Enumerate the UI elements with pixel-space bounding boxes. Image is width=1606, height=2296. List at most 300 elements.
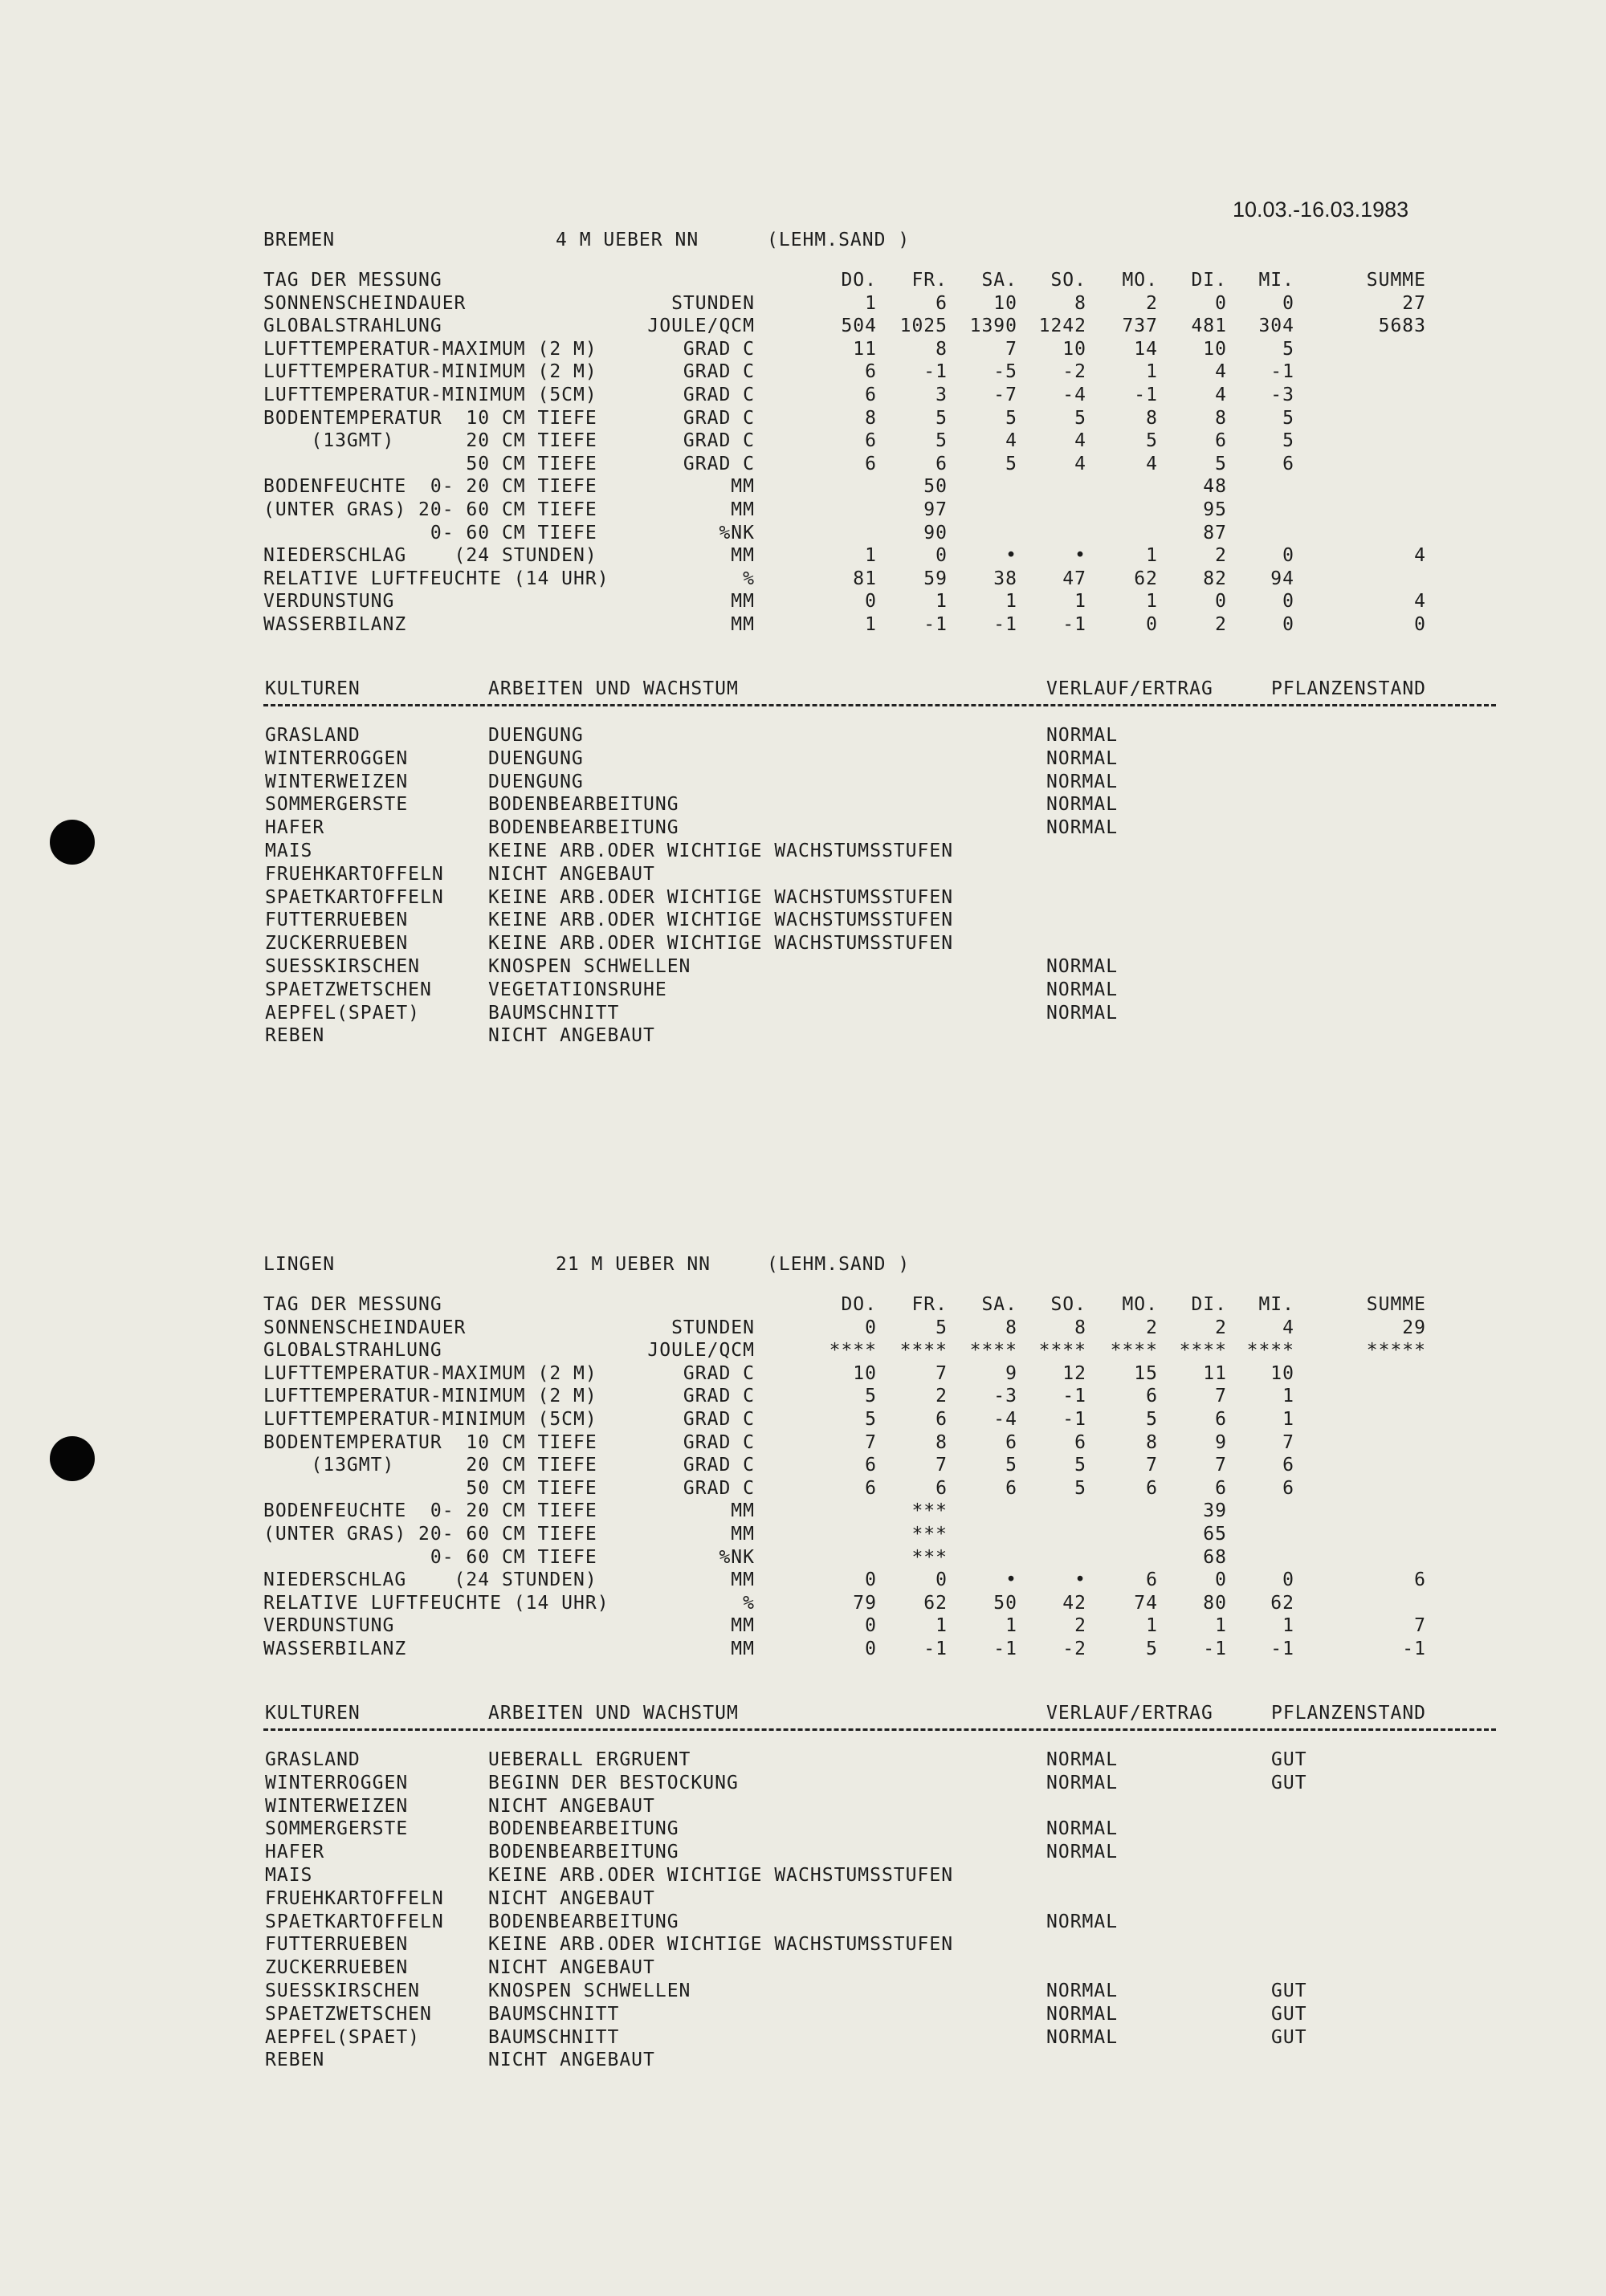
crop-work: BODENBEARBEITUNG xyxy=(488,1818,679,1840)
row-value: 3 xyxy=(935,385,948,405)
row-value: 8 xyxy=(935,1431,948,1453)
row-label: 50 CM TIEFE xyxy=(263,1477,597,1499)
row-unit: % xyxy=(743,1592,755,1614)
row-label: RELATIVE LUFTFEUCHTE (14 UHR) xyxy=(263,568,609,589)
crops-header-course: VERLAUF/ERTRAG xyxy=(1046,1703,1213,1724)
row-value: **** xyxy=(1038,1340,1086,1362)
row-value: 6 xyxy=(935,292,948,314)
row-value: 5 xyxy=(1282,338,1294,360)
day-header: SA. xyxy=(981,270,1017,291)
crop-work: DUENGUNG xyxy=(488,771,584,792)
row-value: 1 xyxy=(1005,1615,1017,1637)
crop-name: SPAETKARTOFFELN xyxy=(265,886,444,908)
row-value: 6 xyxy=(1215,430,1227,452)
row-value: 6 xyxy=(1146,1569,1158,1591)
row-value: 4 xyxy=(1146,453,1158,474)
crop-name: FUTTERRUEBEN xyxy=(265,1934,409,1956)
row-value: 6 xyxy=(865,1477,877,1499)
row-label: LUFTTEMPERATUR-MINIMUM (2 M) xyxy=(263,361,597,383)
row-value: 0 xyxy=(1146,614,1158,635)
crop-state: GUT xyxy=(1271,1772,1307,1793)
row-value: 0 xyxy=(1215,1569,1227,1591)
crops-header-crop: KULTUREN xyxy=(265,678,361,699)
station-name: BREMEN xyxy=(263,230,336,250)
crops-header-state: PFLANZENSTAND xyxy=(1271,1703,1427,1724)
row-value: 0 xyxy=(1282,614,1294,635)
row-unit: GRAD C xyxy=(683,1409,755,1430)
crop-name: WINTERROGGEN xyxy=(265,1772,409,1793)
row-value: 5 xyxy=(865,1409,877,1430)
day-header: DO. xyxy=(841,1294,877,1315)
row-label: 0- 60 CM TIEFE xyxy=(263,522,597,543)
sum-header: SUMME xyxy=(1366,270,1426,291)
crop-work: DUENGUNG xyxy=(488,725,584,746)
row-value: -1 xyxy=(993,1639,1017,1659)
crop-name: HAFER xyxy=(265,817,325,839)
row-value: -1 xyxy=(923,361,948,383)
row-value: 11 xyxy=(1203,1362,1227,1384)
row-sum: 4 xyxy=(1414,545,1426,567)
day-header: MO. xyxy=(1122,1294,1158,1315)
row-label: SONNENSCHEINDAUER xyxy=(263,1317,467,1338)
row-value: 7 xyxy=(1215,1386,1227,1407)
day-header: FR. xyxy=(911,270,948,291)
row-value: 0 xyxy=(1282,292,1294,314)
crops-header-crop: KULTUREN xyxy=(265,1703,361,1724)
day-header: MO. xyxy=(1122,270,1158,291)
row-value: 38 xyxy=(993,568,1017,589)
row-value: 4 xyxy=(1282,1317,1294,1338)
row-value: 6 xyxy=(1282,1477,1294,1499)
crop-state: GUT xyxy=(1271,2003,1307,2025)
crop-course: NORMAL xyxy=(1046,725,1119,746)
row-value: 7 xyxy=(1005,338,1017,360)
row-value: -1 xyxy=(993,614,1017,635)
crop-course: NORMAL xyxy=(1046,979,1119,1000)
row-unit: MM xyxy=(731,499,755,520)
crop-work: UEBERALL ERGRUENT xyxy=(488,1749,691,1770)
day-header: SO. xyxy=(1050,270,1086,291)
row-value: 62 xyxy=(1134,568,1158,589)
row-unit: MM xyxy=(731,591,755,613)
day-header: DI. xyxy=(1191,1294,1227,1315)
row-value: 0 xyxy=(1282,545,1294,567)
crop-state: GUT xyxy=(1271,1981,1307,2001)
row-value: -1 xyxy=(1062,1409,1086,1430)
row-value: 12 xyxy=(1062,1362,1086,1384)
row-value: 11 xyxy=(853,338,877,360)
row-value: 10 xyxy=(993,292,1017,314)
crops-header-course: VERLAUF/ERTRAG xyxy=(1046,678,1213,699)
row-value: 1 xyxy=(935,591,948,613)
row-value: 6 xyxy=(935,1409,948,1430)
crop-course: NORMAL xyxy=(1046,747,1119,769)
crop-name: AEPFEL(SPAET) xyxy=(265,2026,421,2048)
station-elevation: 21 M UEBER NN xyxy=(556,1254,711,1275)
row-unit: GRAD C xyxy=(683,430,755,452)
row-value: 1 xyxy=(935,1615,948,1637)
row-value: 0 xyxy=(1282,591,1294,613)
row-value: **** xyxy=(1110,1340,1158,1362)
row-value: 39 xyxy=(1203,1500,1227,1522)
row-value: 0 xyxy=(865,591,877,613)
crop-name: GRASLAND xyxy=(265,725,361,746)
row-unit: MM xyxy=(731,1524,755,1545)
crop-course: NORMAL xyxy=(1046,2026,1119,2048)
row-value: • xyxy=(1005,1569,1017,1591)
row-value: 0 xyxy=(1215,591,1227,613)
crop-name: SPAETZWETSCHEN xyxy=(265,979,432,1000)
row-value: 4 xyxy=(1005,430,1017,452)
crop-name: SOMMERGERSTE xyxy=(265,1818,409,1840)
row-sum: 0 xyxy=(1414,614,1426,635)
row-sum: 4 xyxy=(1414,591,1426,613)
row-value: 97 xyxy=(923,499,948,520)
row-value: 2 xyxy=(935,1386,948,1407)
row-value: 5 xyxy=(1074,1455,1086,1476)
row-value: -4 xyxy=(1062,385,1086,405)
row-value: 5 xyxy=(1146,430,1158,452)
row-value: 6 xyxy=(1282,453,1294,474)
row-value: 0 xyxy=(865,1639,877,1659)
day-header: SA. xyxy=(981,1294,1017,1315)
row-value: 6 xyxy=(1005,1431,1017,1453)
row-value: 4 xyxy=(1215,385,1227,405)
row-value: -1 xyxy=(923,614,948,635)
crop-name: FUTTERRUEBEN xyxy=(265,910,409,931)
row-value: 737 xyxy=(1122,315,1158,337)
row-value: 5 xyxy=(935,1317,948,1338)
row-value: 5 xyxy=(1074,1477,1086,1499)
row-value: 1 xyxy=(1215,1615,1227,1637)
row-value: 5 xyxy=(1282,430,1294,452)
row-sum: -1 xyxy=(1402,1639,1426,1659)
crop-course: NORMAL xyxy=(1046,794,1119,816)
row-value: 1242 xyxy=(1038,315,1086,337)
row-value: -7 xyxy=(993,385,1017,405)
crop-state: GUT xyxy=(1271,1749,1307,1770)
crop-work: BODENBEARBEITUNG xyxy=(488,1842,679,1863)
row-value: 8 xyxy=(1215,407,1227,429)
row-label: BODENFEUCHTE 0- 20 CM TIEFE xyxy=(263,476,597,498)
crop-name: ZUCKERRUEBEN xyxy=(265,1957,409,1979)
row-value: 68 xyxy=(1203,1546,1227,1568)
row-value: 481 xyxy=(1191,315,1227,337)
crop-course: NORMAL xyxy=(1046,771,1119,792)
day-header: MI. xyxy=(1258,1294,1294,1315)
row-label: BODENTEMPERATUR 10 CM TIEFE xyxy=(263,407,597,429)
row-label: 0- 60 CM TIEFE xyxy=(263,1546,597,1568)
row-value: 65 xyxy=(1203,1524,1227,1545)
row-value: 6 xyxy=(865,430,877,452)
row-value: 80 xyxy=(1203,1592,1227,1614)
row-value: 6 xyxy=(1215,1477,1227,1499)
row-unit: %NK xyxy=(719,1546,755,1568)
row-sum: 27 xyxy=(1402,292,1426,314)
crop-work: DUENGUNG xyxy=(488,747,584,769)
dashed-separator xyxy=(263,704,1496,706)
crop-name: MAIS xyxy=(265,841,313,861)
day-header: SO. xyxy=(1050,1294,1086,1315)
row-value: 1 xyxy=(1146,591,1158,613)
crop-work: NICHT ANGEBAUT xyxy=(488,1957,655,1979)
row-value: 1 xyxy=(1146,361,1158,383)
row-value: 2 xyxy=(1215,1317,1227,1338)
crop-name: SPAETZWETSCHEN xyxy=(265,2003,432,2025)
row-label: WASSERBILANZ xyxy=(263,614,407,635)
punch-hole xyxy=(50,820,95,865)
row-unit: STUNDEN xyxy=(671,292,755,314)
crop-name: MAIS xyxy=(265,1865,313,1886)
row-value: 10 xyxy=(1062,338,1086,360)
row-value: -1 xyxy=(923,1639,948,1659)
row-value: 50 xyxy=(923,476,948,498)
day-header: DO. xyxy=(841,270,877,291)
row-unit: %NK xyxy=(719,522,755,543)
row-value: 1 xyxy=(1146,545,1158,567)
row-value: 0 xyxy=(935,545,948,567)
row-value: *** xyxy=(911,1546,948,1568)
row-value: 6 xyxy=(1282,1455,1294,1476)
row-value: 87 xyxy=(1203,522,1227,543)
row-label: LUFTTEMPERATUR-MINIMUM (2 M) xyxy=(263,1386,597,1407)
row-value: 74 xyxy=(1134,1592,1158,1614)
row-value: -4 xyxy=(993,1409,1017,1430)
row-value: 50 xyxy=(993,1592,1017,1614)
row-value: 59 xyxy=(923,568,948,589)
crop-course: NORMAL xyxy=(1046,817,1119,839)
row-value: 504 xyxy=(841,315,877,337)
day-header: DI. xyxy=(1191,270,1227,291)
row-value: 0 xyxy=(1282,1569,1294,1591)
row-value: **** xyxy=(1179,1340,1227,1362)
row-unit: GRAD C xyxy=(683,361,755,383)
row-unit: GRAD C xyxy=(683,407,755,429)
row-label: BODENFEUCHTE 0- 20 CM TIEFE xyxy=(263,1500,597,1522)
row-value: -2 xyxy=(1062,361,1086,383)
crop-work: NICHT ANGEBAUT xyxy=(488,2050,655,2071)
crop-name: AEPFEL(SPAET) xyxy=(265,1002,421,1024)
row-value: 94 xyxy=(1270,568,1294,589)
crop-work: BAUMSCHNITT xyxy=(488,1002,620,1024)
crop-course: NORMAL xyxy=(1046,1749,1119,1770)
row-label: GLOBALSTRAHLUNG xyxy=(263,315,442,337)
crop-course: NORMAL xyxy=(1046,1772,1119,1793)
row-value: 6 xyxy=(865,385,877,405)
row-value: 5 xyxy=(1146,1639,1158,1659)
crop-state: GUT xyxy=(1271,2026,1307,2048)
row-value: • xyxy=(1074,1569,1086,1591)
row-value: 79 xyxy=(853,1592,877,1614)
crop-work: NICHT ANGEBAUT xyxy=(488,1025,655,1047)
row-value: 0 xyxy=(865,1317,877,1338)
row-label: RELATIVE LUFTFEUCHTE (14 UHR) xyxy=(263,1592,609,1614)
row-unit: JOULE/QCM xyxy=(647,1340,755,1362)
row-value: -1 xyxy=(1203,1639,1227,1659)
row-label: (13GMT) 20 CM TIEFE xyxy=(263,1455,597,1476)
row-value: 81 xyxy=(853,568,877,589)
row-value: 2 xyxy=(1146,1317,1158,1338)
crop-work: NICHT ANGEBAUT xyxy=(488,1795,655,1817)
measurement-header-label: TAG DER MESSUNG xyxy=(263,270,442,291)
row-unit: MM xyxy=(731,476,755,498)
row-unit: % xyxy=(743,568,755,589)
row-value: 15 xyxy=(1134,1362,1158,1384)
row-value: 1 xyxy=(865,545,877,567)
day-header: MI. xyxy=(1258,270,1294,291)
crop-work: KEINE ARB.ODER WICHTIGE WACHSTUMSSTUFEN xyxy=(488,841,954,861)
row-label: 50 CM TIEFE xyxy=(263,453,597,474)
row-unit: STUNDEN xyxy=(671,1317,755,1338)
row-label: NIEDERSCHLAG (24 STUNDEN) xyxy=(263,1569,597,1591)
crop-name: WINTERWEIZEN xyxy=(265,1795,409,1817)
crop-work: KNOSPEN SCHWELLEN xyxy=(488,956,691,977)
row-value: -3 xyxy=(1270,385,1294,405)
crop-course: NORMAL xyxy=(1046,1911,1119,1932)
row-sum: 29 xyxy=(1402,1317,1426,1338)
row-unit: MM xyxy=(731,545,755,567)
date-range: 10.03.-16.03.1983 xyxy=(1233,197,1409,222)
row-value: 5 xyxy=(935,430,948,452)
crop-work: KEINE ARB.ODER WICHTIGE WACHSTUMSSTUFEN xyxy=(488,1934,954,1956)
crop-work: KNOSPEN SCHWELLEN xyxy=(488,1981,691,2001)
crop-work: BEGINN DER BESTOCKUNG xyxy=(488,1772,739,1793)
row-value: 1 xyxy=(1282,1386,1294,1407)
crop-name: ZUCKERRUEBEN xyxy=(265,933,409,955)
row-unit: MM xyxy=(731,614,755,635)
crop-work: BODENBEARBEITUNG xyxy=(488,817,679,839)
measurement-header-label: TAG DER MESSUNG xyxy=(263,1294,442,1315)
row-value: 62 xyxy=(923,1592,948,1614)
row-value: 6 xyxy=(1146,1477,1158,1499)
row-unit: GRAD C xyxy=(683,338,755,360)
row-value: *** xyxy=(911,1500,948,1522)
crop-name: HAFER xyxy=(265,1842,325,1863)
row-unit: MM xyxy=(731,1639,755,1659)
row-sum: 5683 xyxy=(1378,315,1426,337)
row-value: 14 xyxy=(1134,338,1158,360)
row-value: 1 xyxy=(1282,1409,1294,1430)
row-unit: MM xyxy=(731,1615,755,1637)
row-unit: GRAD C xyxy=(683,1386,755,1407)
row-label: (13GMT) 20 CM TIEFE xyxy=(263,430,597,452)
row-unit: GRAD C xyxy=(683,1362,755,1384)
row-value: 2 xyxy=(1146,292,1158,314)
row-label: LUFTTEMPERATUR-MAXIMUM (2 M) xyxy=(263,1362,597,1384)
row-label: VERDUNSTUNG xyxy=(263,591,395,613)
row-value: 90 xyxy=(923,522,948,543)
row-value: 4 xyxy=(1215,361,1227,383)
row-label: GLOBALSTRAHLUNG xyxy=(263,1340,442,1362)
row-value: 5 xyxy=(1074,407,1086,429)
row-value: 5 xyxy=(1146,1409,1158,1430)
row-value: 6 xyxy=(1215,1409,1227,1430)
crop-work: VEGETATIONSRUHE xyxy=(488,979,667,1000)
row-value: 7 xyxy=(1282,1431,1294,1453)
row-unit: GRAD C xyxy=(683,453,755,474)
row-unit: GRAD C xyxy=(683,1455,755,1476)
row-value: 8 xyxy=(1146,1431,1158,1453)
row-value: 8 xyxy=(1074,292,1086,314)
row-value: 8 xyxy=(1074,1317,1086,1338)
station-soil: (LEHM.SAND ) xyxy=(767,1254,911,1275)
row-value: 42 xyxy=(1062,1592,1086,1614)
row-value: 6 xyxy=(935,453,948,474)
row-value: 1 xyxy=(865,292,877,314)
row-value: 6 xyxy=(935,1477,948,1499)
row-value: -1 xyxy=(1062,614,1086,635)
row-value: 5 xyxy=(865,1386,877,1407)
row-value: -2 xyxy=(1062,1639,1086,1659)
row-value: 10 xyxy=(1270,1362,1294,1384)
row-value: **** xyxy=(899,1340,948,1362)
row-value: 5 xyxy=(1005,453,1017,474)
row-label: NIEDERSCHLAG (24 STUNDEN) xyxy=(263,545,597,567)
crop-name: SUESSKIRSCHEN xyxy=(265,956,421,977)
crop-name: REBEN xyxy=(265,2050,325,2071)
row-value: 2 xyxy=(1074,1615,1086,1637)
row-value: 6 xyxy=(1005,1477,1017,1499)
row-value: 7 xyxy=(1146,1455,1158,1476)
row-value: 82 xyxy=(1203,568,1227,589)
row-value: 0 xyxy=(935,1569,948,1591)
row-value: 2 xyxy=(1215,545,1227,567)
crop-work: BAUMSCHNITT xyxy=(488,2003,620,2025)
crop-work: NICHT ANGEBAUT xyxy=(488,1887,655,1909)
crop-name: SUESSKIRSCHEN xyxy=(265,1981,421,2001)
row-unit: GRAD C xyxy=(683,385,755,405)
row-value: **** xyxy=(829,1340,877,1362)
row-value: 7 xyxy=(1215,1455,1227,1476)
row-value: 6 xyxy=(865,453,877,474)
row-value: 1025 xyxy=(899,315,948,337)
row-value: 0 xyxy=(865,1569,877,1591)
day-header: FR. xyxy=(911,1294,948,1315)
row-value: -1 xyxy=(1270,1639,1294,1659)
crop-course: NORMAL xyxy=(1046,1981,1119,2001)
row-value: 7 xyxy=(935,1455,948,1476)
crop-work: KEINE ARB.ODER WICHTIGE WACHSTUMSSTUFEN xyxy=(488,933,954,955)
station-soil: (LEHM.SAND ) xyxy=(767,230,911,250)
row-label: LUFTTEMPERATUR-MAXIMUM (2 M) xyxy=(263,338,597,360)
row-value: 1 xyxy=(1282,1615,1294,1637)
row-value: 5 xyxy=(1282,407,1294,429)
row-label: WASSERBILANZ xyxy=(263,1639,407,1659)
row-value: 5 xyxy=(1005,407,1017,429)
row-unit: MM xyxy=(731,1569,755,1591)
row-value: 9 xyxy=(1215,1431,1227,1453)
crop-course: NORMAL xyxy=(1046,1818,1119,1840)
crop-work: BODENBEARBEITUNG xyxy=(488,1911,679,1932)
sum-header: SUMME xyxy=(1366,1294,1426,1315)
row-value: 8 xyxy=(935,338,948,360)
row-value: 8 xyxy=(1146,407,1158,429)
row-value: 1 xyxy=(1146,1615,1158,1637)
row-value: 5 xyxy=(1005,1455,1017,1476)
row-value: 6 xyxy=(1074,1431,1086,1453)
row-value: 5 xyxy=(1215,453,1227,474)
station-name: LINGEN xyxy=(263,1254,336,1275)
crop-course: NORMAL xyxy=(1046,956,1119,977)
row-unit: JOULE/QCM xyxy=(647,315,755,337)
crop-work: NICHT ANGEBAUT xyxy=(488,863,655,885)
punch-hole xyxy=(50,1436,95,1481)
row-unit: MM xyxy=(731,1500,755,1522)
crops-header-state: PFLANZENSTAND xyxy=(1271,678,1427,699)
row-unit: GRAD C xyxy=(683,1477,755,1499)
row-value: -1 xyxy=(1134,385,1158,405)
row-value: 0 xyxy=(865,1615,877,1637)
